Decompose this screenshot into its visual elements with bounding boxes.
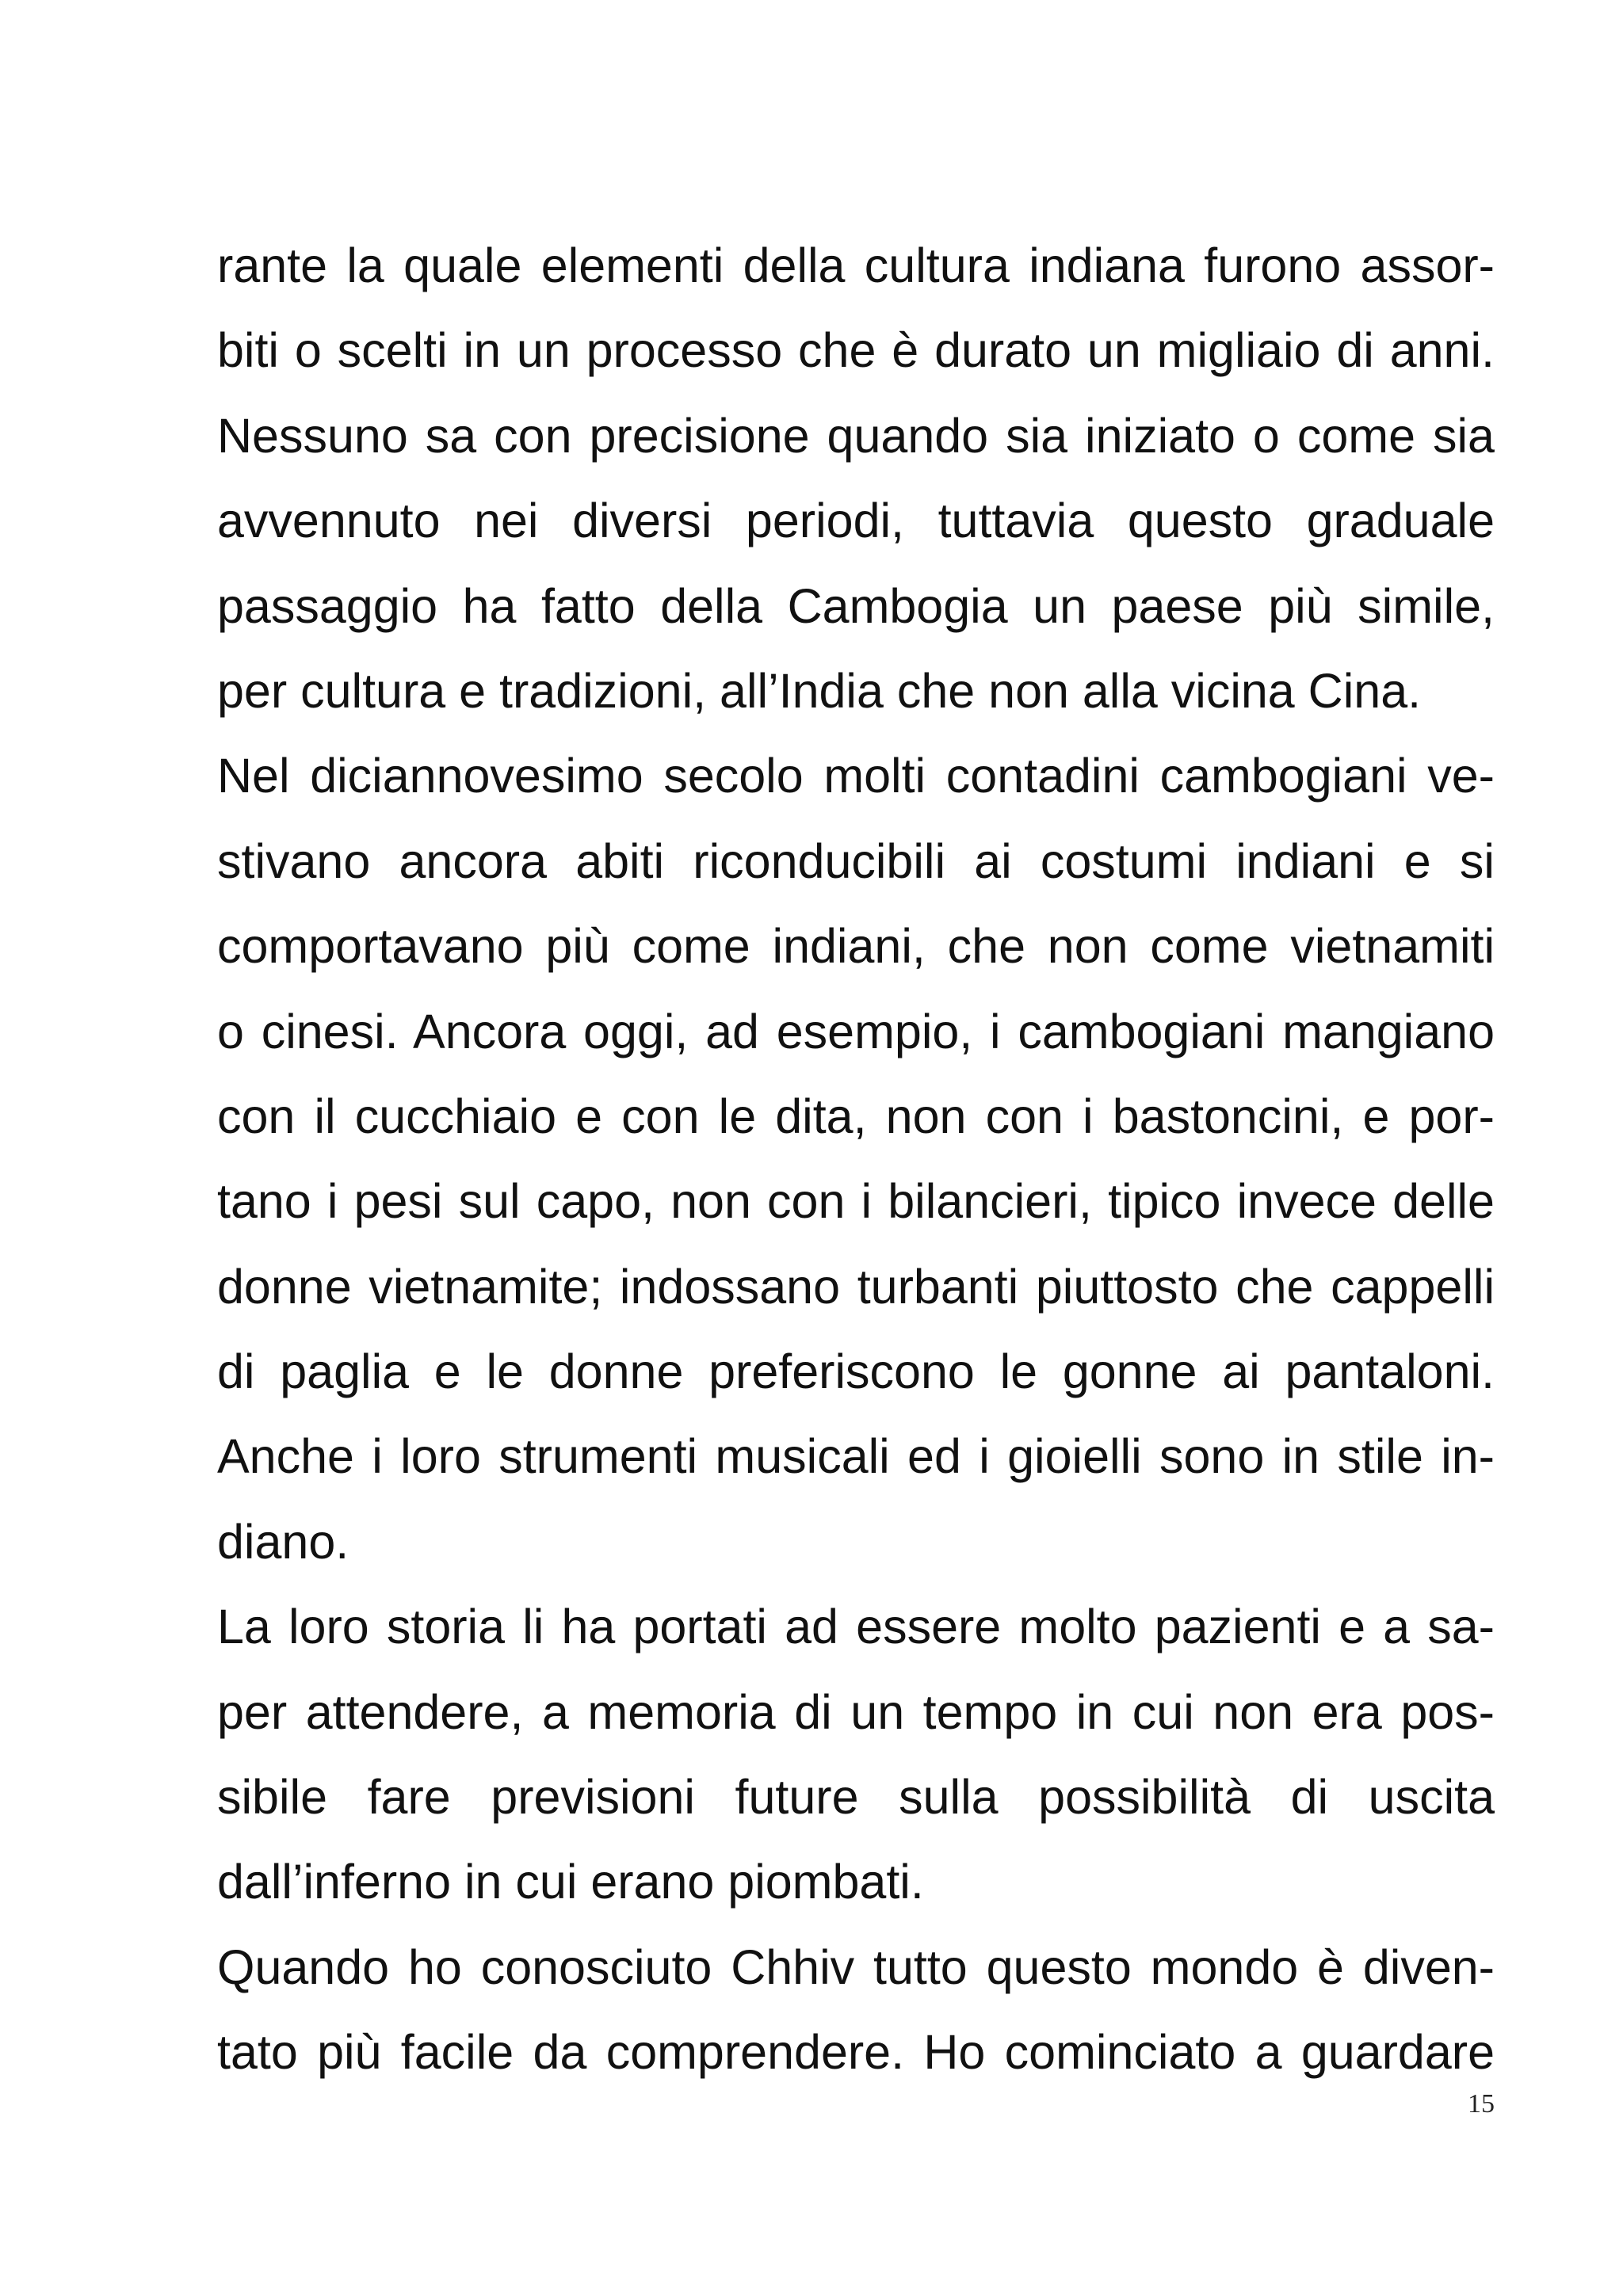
text-line: diano. [217,1514,349,1569]
text-line: stivano ancora abiti riconducibili ai costumi indiani e si [217,833,1495,888]
text-line: per attendere, a memoria di un tempo in cui non era pos- [217,1684,1495,1739]
text-line: rante la quale elementi della cultura indiana furono assor- [217,238,1495,292]
text-line: tano i pesi sul capo, non con i bilancieri, tipico invece delle [217,1174,1495,1229]
text-line: biti o scelti in un processo che è durato un migliaio di anni. [217,323,1495,378]
text-line: Nessuno sa con precisione quando sia iniziato o come sia [217,408,1495,463]
text-line: La loro storia li ha portati ad essere molto pazienti e a sa- [217,1600,1495,1654]
text-line: donne vietnamite; indossano turbanti piuttosto che cappelli [217,1259,1495,1314]
text-line: Nel diciannovesimo secolo molti contadini cambogiani ve- [217,749,1495,803]
text-line: comportavano più come indiani, che non come vietnamiti [217,919,1495,974]
text-line: tato più facile da comprendere. Ho cominciato a guardare [217,2025,1495,2080]
text-line: sibile fare previsioni future sulla possibilità di uscita [217,1770,1495,1825]
text-line: Anche i loro strumenti musicali ed i gioielli sono in stile in- [217,1429,1495,1484]
text-line: o cinesi. Ancora oggi, ad esempio, i cambogiani mangiano [217,1004,1495,1058]
page-number: 15 [1468,2089,1495,2119]
text-line: di paglia e le donne preferiscono le gonne ai pantaloni. [217,1344,1495,1399]
text-line: Quando ho conosciuto Chhiv tutto questo mondo è diven- [217,1939,1495,1994]
text-line: con il cucchiaio e con le dita, non con i bastoncini, e por- [217,1089,1495,1143]
text-line: avvennuto nei diversi periodi, tuttavia questo graduale [217,494,1495,548]
text-line: per cultura e tradizioni, all’India che non alla vicina Cina. [217,663,1422,718]
body-text [217,223,1495,2096]
text-line: dall’inferno in cui erano piombati. [217,1855,924,1909]
text-line: passaggio ha fatto della Cambogia un paese più simile, [217,578,1495,633]
